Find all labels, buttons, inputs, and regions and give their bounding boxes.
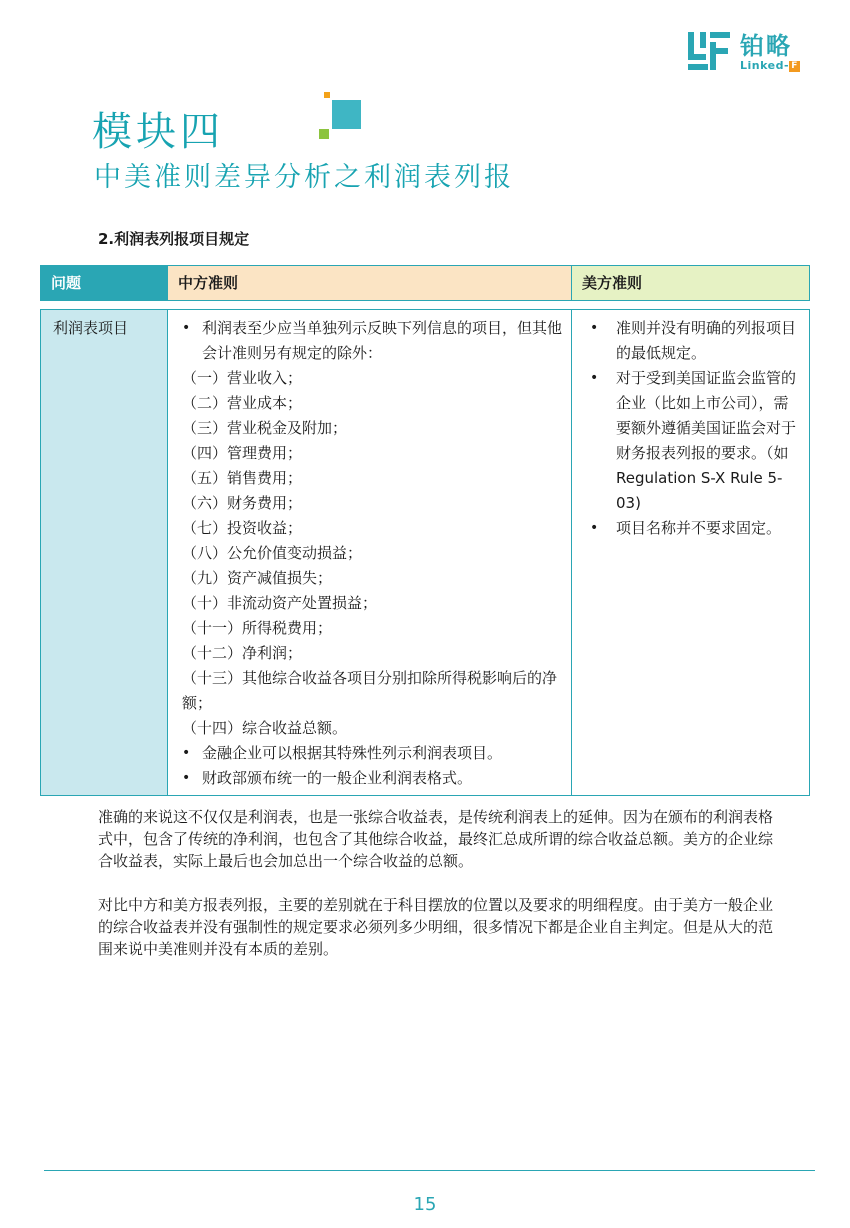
us-bullet: • 项目名称并不要求固定。 [580, 516, 803, 541]
module-title: 模块四 [92, 109, 224, 155]
us-bullet: • 对于受到美国证监会监管的企业（比如上市公司），需要额外遵循美国证监会对于财务报表列报的要求。（如Regulation S-X Rule 5-03) [580, 366, 803, 516]
decor-square-orange [324, 92, 330, 98]
cn-item: （二）营业成本； [182, 394, 303, 412]
decor-square-teal [332, 100, 361, 129]
cn-item: （九）资产减值损失； [182, 569, 333, 587]
body-paragraph: 对比中方和美方报表列报，主要的差别就在于科目摆放的位置以及要求的明细程度。由于美方一般企业的综合收益表并没有强制性的规定要求必须列多少明细，很多情况下都是企业自主判定。但是从大的范围来说中美准则并没有本质的差别。 [98, 896, 774, 958]
header-issue: 问题 [41, 266, 167, 300]
cn-item: （三）营业税金及附加； [182, 419, 348, 437]
cn-item: （六）财务费用； [182, 494, 303, 512]
cell-cn-standard [167, 310, 571, 795]
cell-us-standard [571, 310, 809, 795]
header-us-standard: 美方准则 [571, 266, 809, 300]
cn-item: （七）投资收益； [182, 519, 303, 537]
brand-subtitle [740, 59, 800, 73]
brand-name: 铂略 [740, 32, 792, 60]
cn-item: （五）销售费用； [182, 469, 303, 487]
body-paragraph: 准确的来说这不仅仅是利润表，也是一张综合收益表，是传统利润表上的延伸。因为在颁布的利润表格式中，包含了传统的净利润，也包含了其他综合收益，最终汇总成所谓的综合收益总额。美方的企业综合收益表，实际上最后也会加总出一个综合收益的总额。 [98, 808, 774, 870]
brand-sub-text: Linked- [740, 59, 790, 72]
cn-bullet: • 财政部颁布统一的一般企业利润表格式。 [178, 766, 563, 791]
cn-item: （十二）净利润； [182, 644, 303, 662]
logo-mark-icon [688, 32, 730, 70]
footer-divider [44, 1170, 815, 1171]
table-row [40, 309, 810, 796]
cn-item: （十四）综合收益总额。 [182, 719, 348, 737]
cell-issue: 利润表项目 [41, 310, 167, 795]
cn-intro-bullet: • 利润表至少应当单独列示反映下列信息的项目，但其他会计准则另有规定的除外： [178, 316, 563, 366]
page-number: 15 [413, 1194, 437, 1215]
header-cn-standard: 中方准则 [167, 266, 571, 300]
cn-item: （一）营业收入； [182, 369, 303, 387]
module-subtitle: 中美准则差异分析之利润表列报 [94, 162, 514, 193]
cn-item: （八）公允价值变动损益； [182, 544, 363, 562]
us-bullet: • 准则并没有明确的列报项目的最低规定。 [580, 316, 803, 366]
brand-sub-badge: F [789, 61, 800, 72]
cn-item: （四）管理费用； [182, 444, 303, 462]
decor-square-green [319, 129, 329, 139]
cn-bullet: • 金融企业可以根据其特殊性列示利润表项目。 [178, 741, 563, 766]
brand-logo [688, 32, 814, 76]
table-header [40, 265, 810, 301]
cn-item: （十三）其他综合收益各项目分别扣除所得税影响后的净额； [182, 669, 558, 712]
cn-item: （十）非流动资产处置损益； [182, 594, 378, 612]
cn-item: （十一）所得税费用； [182, 619, 333, 637]
section-title: 2.利润表列报项目规定 [98, 230, 250, 248]
